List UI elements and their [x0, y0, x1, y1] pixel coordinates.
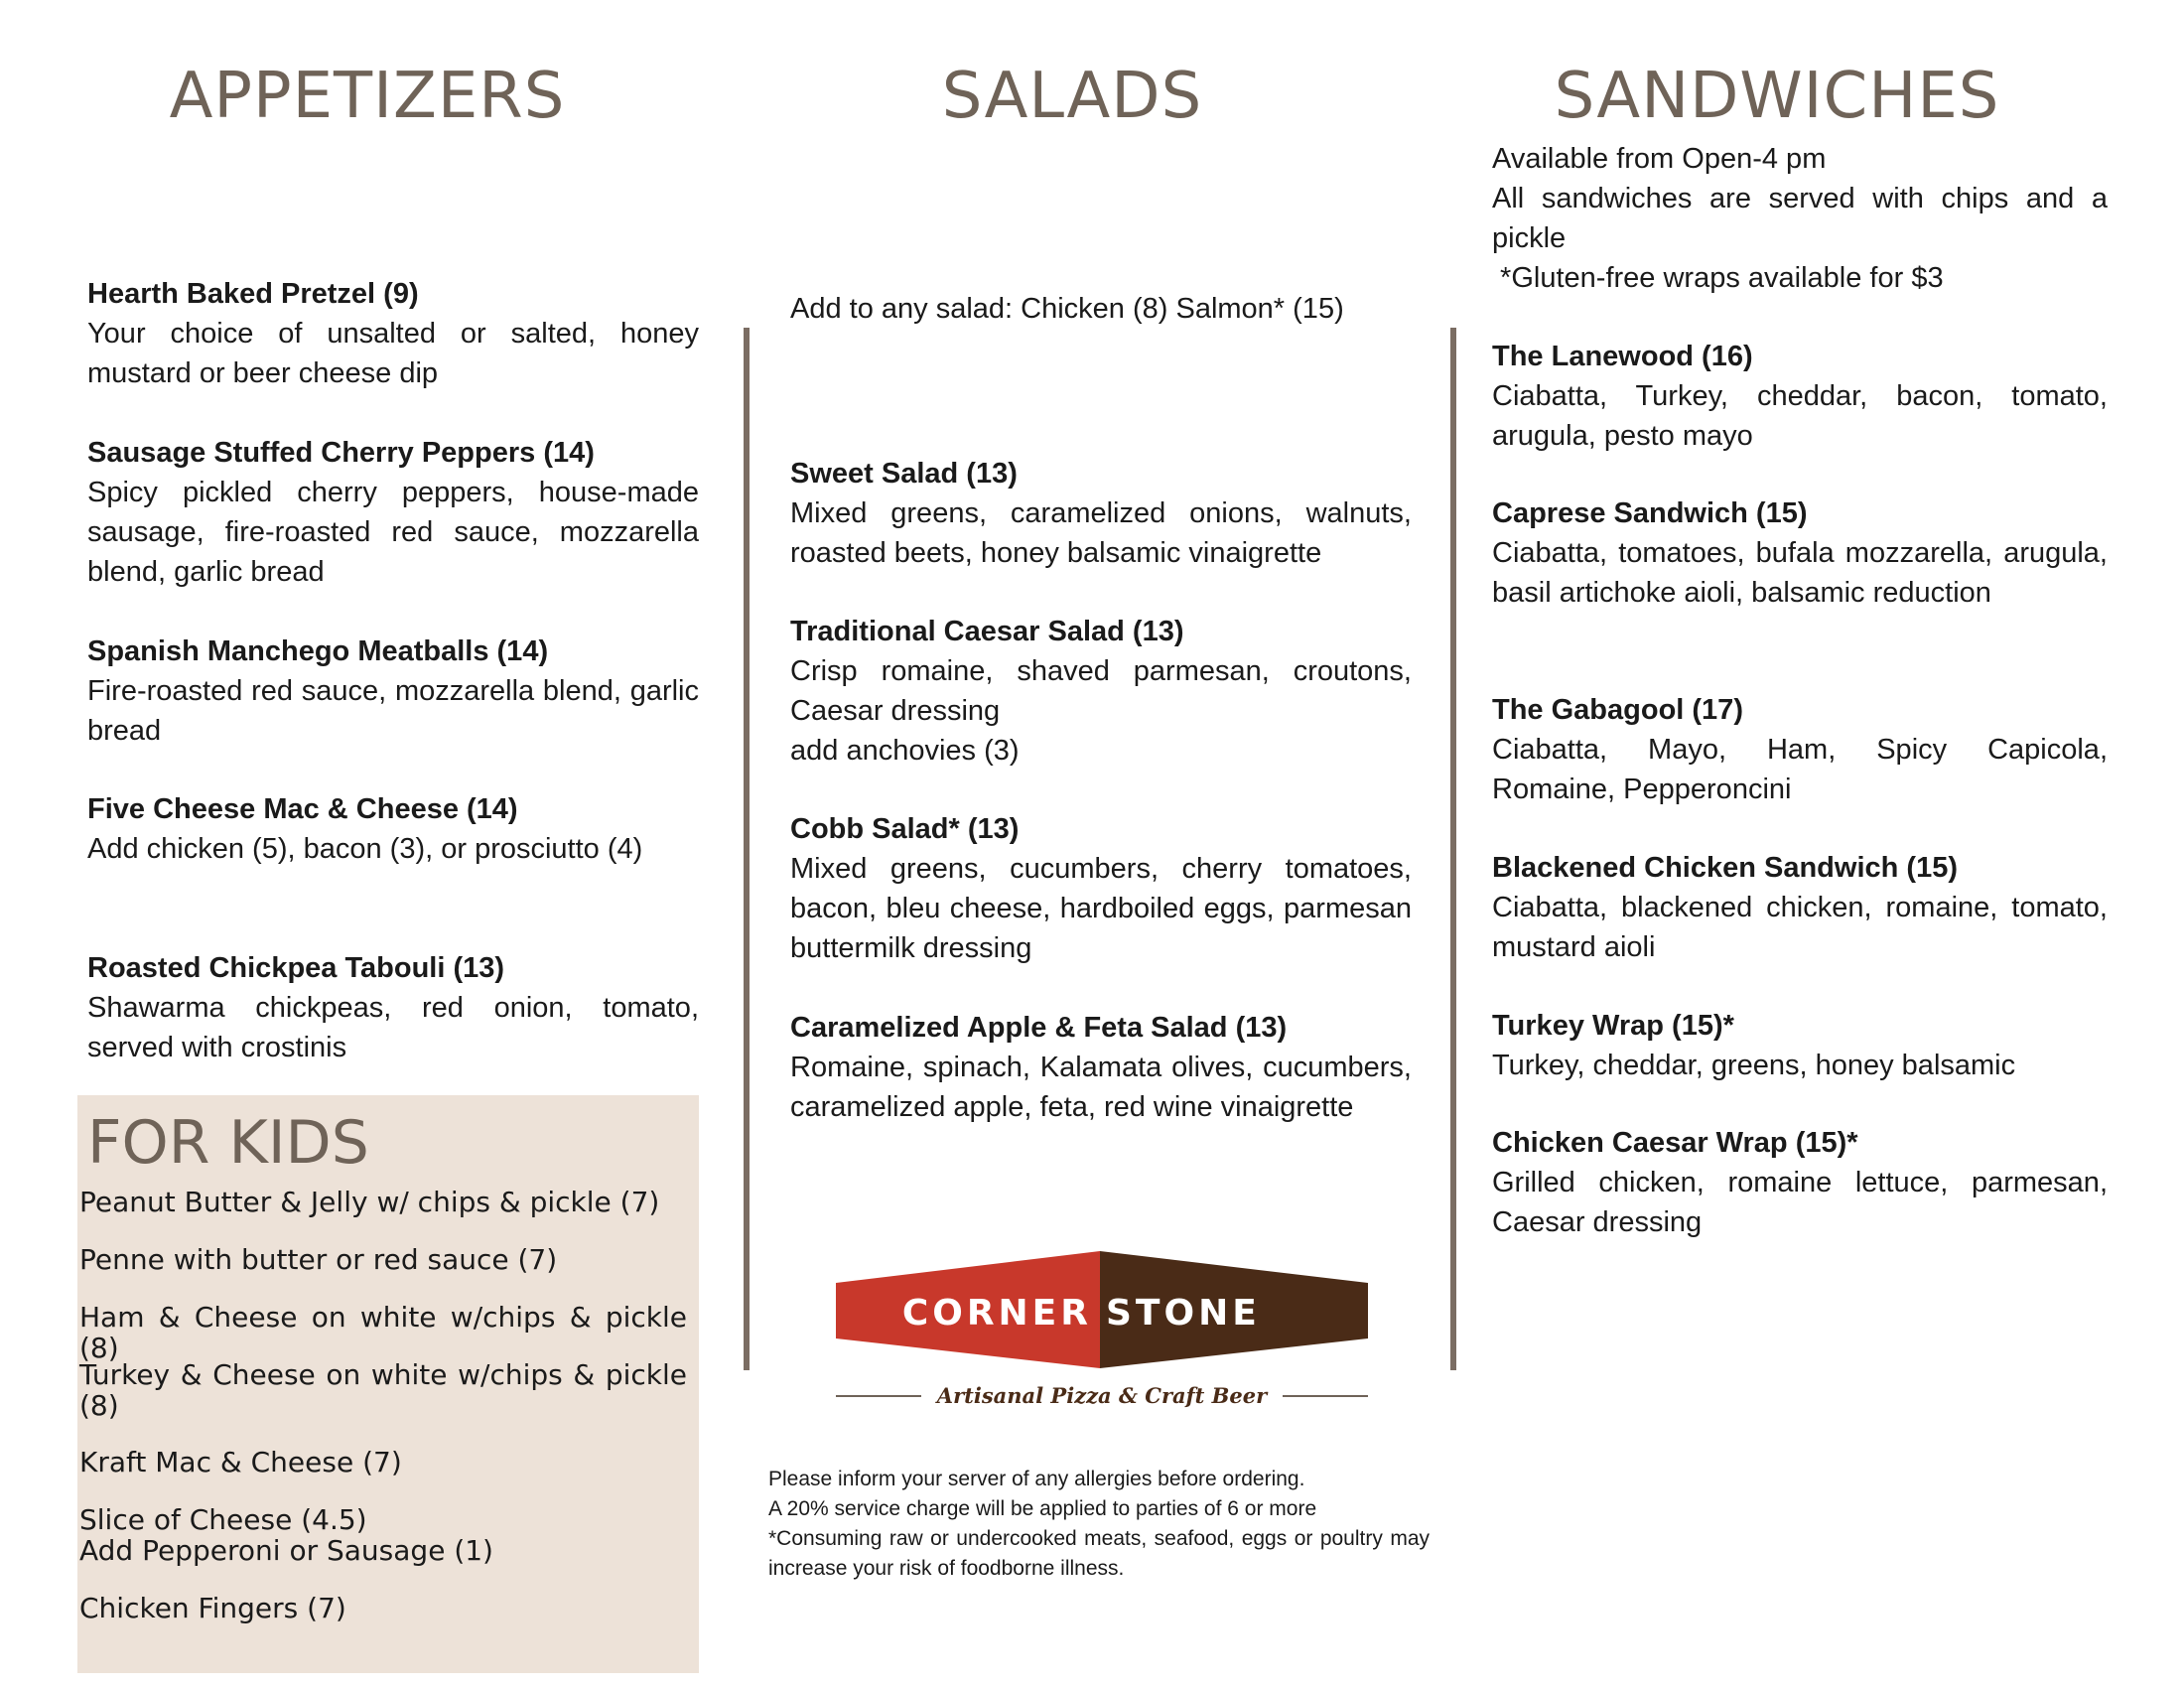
sandwich-item	[1492, 1006, 2108, 1085]
salads-heading: SALADS	[941, 60, 1203, 133]
item-description: Spicy pickled cherry peppers, house-made sausage, fire-roasted red sauce, mozzarella blend, garlic bread	[87, 477, 699, 588]
item-name: The Gabagool (17)	[1492, 694, 1743, 726]
item-name: Roasted Chickpea Tabouli (13)	[87, 952, 505, 984]
appetizer-item	[87, 632, 699, 751]
item-description: Crisp romaine, shaved parmesan, croutons, Caesar dressing	[790, 655, 1412, 727]
appetizer-item	[87, 274, 699, 393]
kids-heading: FOR KIDS	[87, 1108, 369, 1178]
item-name: Five Cheese Mac & Cheese (14)	[87, 793, 518, 825]
kids-item: Peanut Butter & Jelly w/ chips & pickle (7)	[79, 1186, 660, 1218]
item-name: Traditional Caesar Salad (13)	[790, 616, 1184, 647]
item-name: The Lanewood (16)	[1492, 341, 1753, 372]
kids-item: Chicken Fingers (7)	[79, 1592, 346, 1624]
item-name: Sausage Stuffed Cherry Peppers (14)	[87, 437, 595, 469]
item-description: Shawarma chickpeas, red onion, tomato, served with crostinis	[87, 992, 699, 1063]
kids-item: Slice of Cheese (4.5)	[79, 1503, 367, 1536]
gluten-free-note: *Gluten-free wraps available for $3	[1492, 262, 1944, 294]
item-description: Ciabatta, Turkey, cheddar, bacon, tomato, arugula, pesto mayo	[1492, 380, 2108, 452]
item-description: Fire-roasted red sauce, mozzarella blend, garlic bread	[87, 675, 699, 747]
item-name: Hearth Baked Pretzel (9)	[87, 278, 419, 310]
item-name: Chicken Caesar Wrap (15)*	[1492, 1127, 1858, 1159]
item-extra: add anchovies (3)	[790, 735, 1020, 767]
item-name: Blackened Chicken Sandwich (15)	[1492, 852, 1958, 884]
column-divider-left	[744, 328, 750, 1370]
logo-tagline: Artisanal Pizza & Craft Beer	[936, 1383, 1268, 1408]
allergy-note: Please inform your server of any allergies before ordering.	[768, 1468, 1305, 1490]
item-description: Your choice of unsalted or salted, honey mustard or beer cheese dip	[87, 318, 699, 389]
sandwich-item	[1492, 848, 2108, 967]
appetizers-heading: APPETIZERS	[169, 60, 566, 133]
service-charge-note: A 20% service charge will be applied to parties of 6 or more	[768, 1497, 1317, 1520]
salad-addon-note: Add to any salad: Chicken (8) Salmon* (15)	[790, 293, 1344, 325]
logo-word-stone: STONE	[1106, 1293, 1261, 1334]
sandwich-item	[1492, 1123, 2108, 1242]
item-description: Mixed greens, cucumbers, cherry tomatoes, bacon, bleu cheese, hardboiled eggs, parmesan buttermilk dressing	[790, 853, 1412, 964]
sandwich-item	[1492, 690, 2108, 809]
raw-food-warning: *Consuming raw or undercooked meats, seafood, eggs or poultry may increase your risk of foodborne illness.	[768, 1527, 1430, 1580]
item-name: Turkey Wrap (15)*	[1492, 1010, 1734, 1042]
item-description: Grilled chicken, romaine lettuce, parmesan, Caesar dressing	[1492, 1167, 2108, 1238]
appetizer-item	[87, 948, 699, 1067]
item-description: Romaine, spinach, Kalamata olives, cucumbers, caramelized apple, feta, red wine vinaigrette	[790, 1052, 1412, 1123]
item-description: Ciabatta, tomatoes, bufala mozzarella, arugula, basil artichoke aioli, balsamic reduction	[1492, 537, 2108, 609]
item-description: Ciabatta, blackened chicken, romaine, tomato, mustard aioli	[1492, 892, 2108, 963]
column-divider-right	[1450, 328, 1456, 1370]
cornerstone-logo	[836, 1247, 1368, 1410]
kids-item: Penne with butter or red sauce (7)	[79, 1243, 558, 1276]
kids-item: Turkey & Cheese on white w/chips & pickle (8)	[79, 1358, 687, 1422]
sandwiches-heading: SANDWICHES	[1554, 60, 2000, 133]
item-name: Cobb Salad* (13)	[790, 813, 1020, 845]
sandwich-availability: Available from Open-4 pm	[1492, 143, 1827, 175]
salad-item	[790, 454, 1412, 573]
item-description: Turkey, cheddar, greens, honey balsamic	[1492, 1050, 2016, 1081]
sandwich-served-with: All sandwiches are served with chips and a pickle	[1492, 183, 2108, 254]
logo-word-corner: CORNER	[901, 1293, 1092, 1334]
kids-menu-panel	[77, 1095, 699, 1673]
item-description: Add chicken (5), bacon (3), or prosciutto (4)	[87, 833, 643, 865]
appetizer-item	[87, 789, 699, 869]
salad-item	[790, 1008, 1412, 1127]
appetizer-item	[87, 433, 699, 592]
salad-item	[790, 809, 1412, 968]
item-description: Mixed greens, caramelized onions, walnuts, roasted beets, honey balsamic vinaigrette	[790, 497, 1412, 569]
item-description: Ciabatta, Mayo, Ham, Spicy Capicola, Romaine, Pepperoncini	[1492, 734, 2108, 805]
sandwich-item	[1492, 337, 2108, 456]
sandwich-item	[1492, 493, 2108, 613]
item-name: Caprese Sandwich (15)	[1492, 497, 1808, 529]
kids-item: Add Pepperoni or Sausage (1)	[79, 1534, 493, 1567]
item-name: Spanish Manchego Meatballs (14)	[87, 635, 549, 667]
item-name: Sweet Salad (13)	[790, 458, 1018, 490]
kids-item: Kraft Mac & Cheese (7)	[79, 1446, 402, 1478]
salad-item	[790, 612, 1412, 771]
kids-item: Ham & Cheese on white w/chips & pickle (8)	[79, 1301, 687, 1364]
item-name: Caramelized Apple & Feta Salad (13)	[790, 1012, 1288, 1044]
